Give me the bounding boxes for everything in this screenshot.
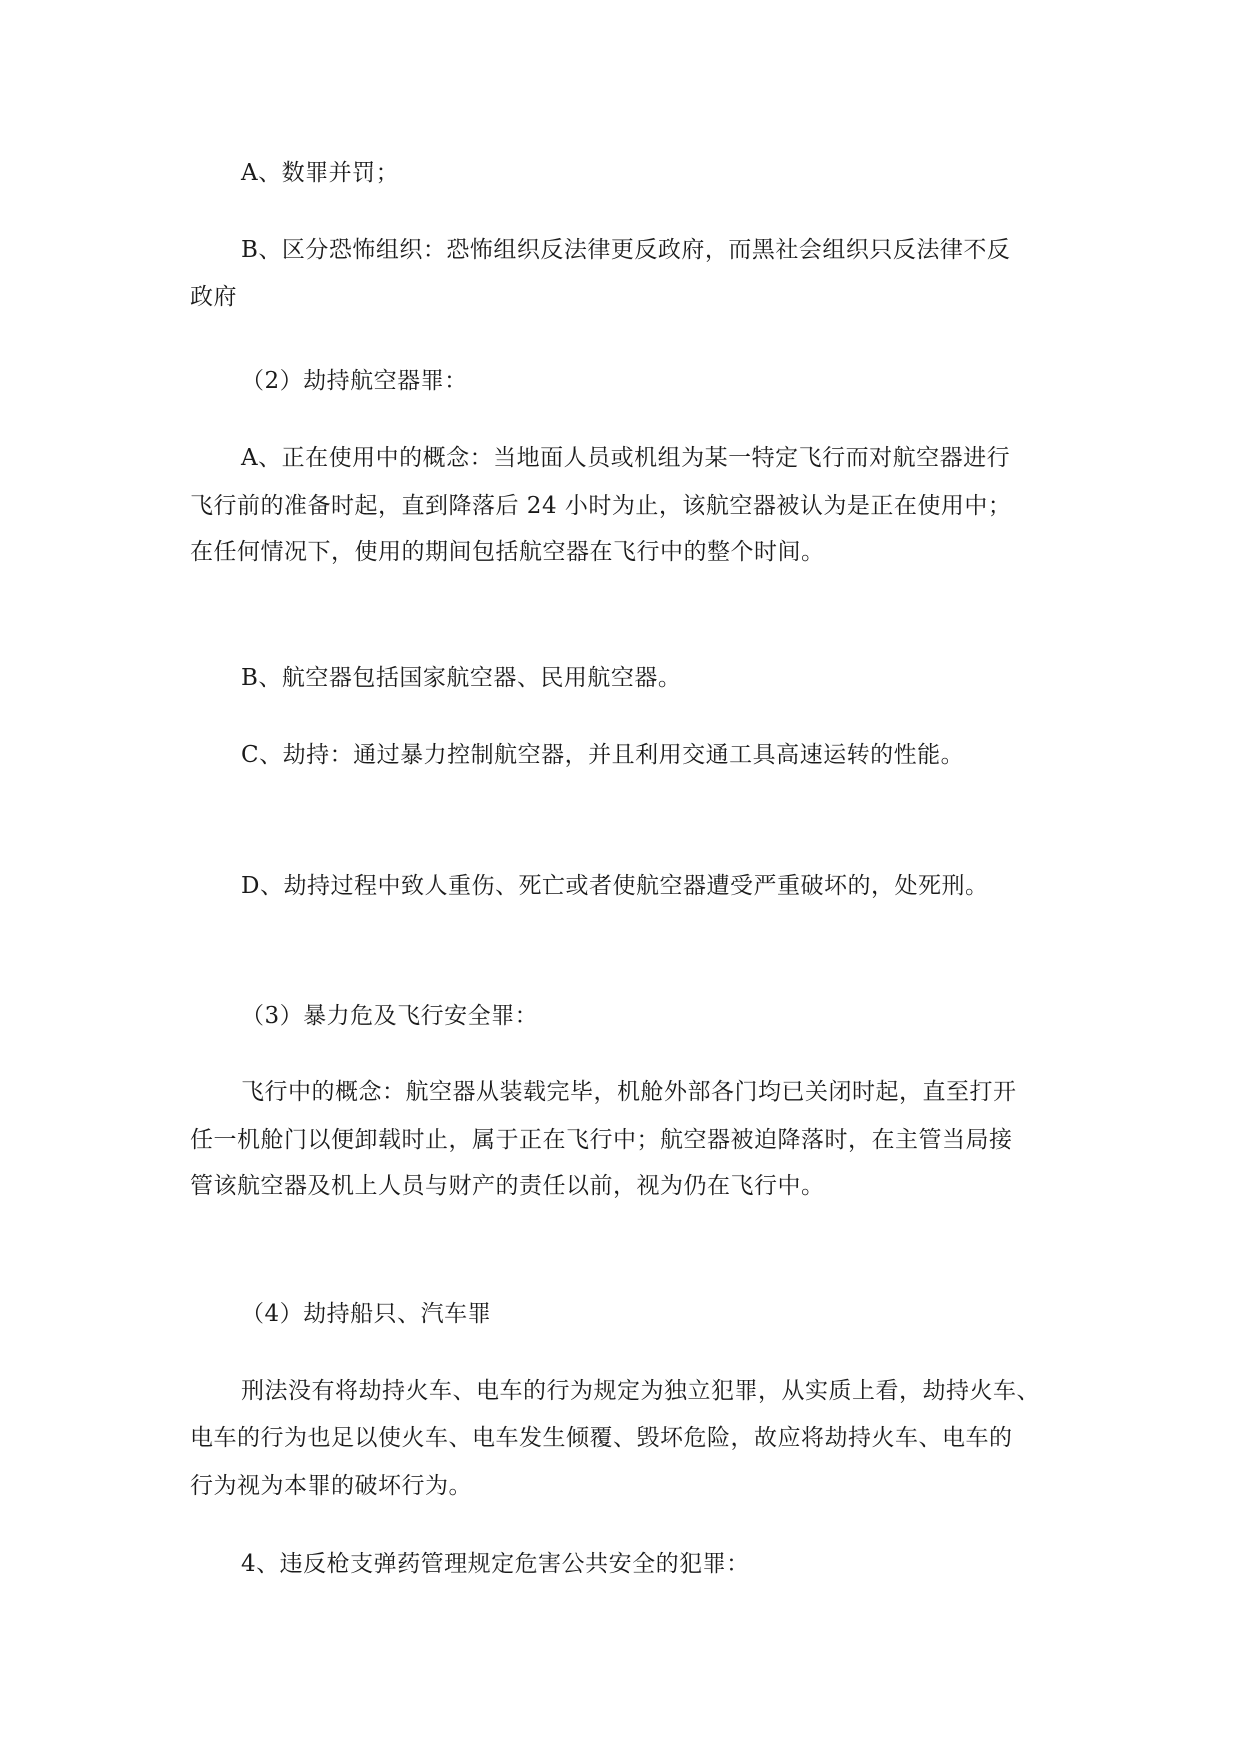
paragraph-2-line-2: 政府 <box>190 284 237 310</box>
paragraph-7-line-1: D、劫持过程中致人重伤、死亡或者使航空器遭受严重破坏的，处死刑。 <box>241 873 989 899</box>
paragraph-11-line-2: 电车的行为也足以使火车、电车发生倾覆、毁坏危险，故应将劫持火车、电车的 <box>190 1425 1013 1451</box>
paragraph-4-line-3: 在任何情况下，使用的期间包括航空器在飞行中的整个时间。 <box>190 539 825 565</box>
paragraph-12-line-1: 4、违反枪支弹药管理规定危害公共安全的犯罪： <box>241 1551 750 1577</box>
paragraph-5-line-1: B、航空器包括国家航空器、民用航空器。 <box>241 665 682 691</box>
paragraph-9-line-1: 飞行中的概念：航空器从装载完毕，机舱外部各门均已关闭时起，直至打开 <box>241 1079 1017 1105</box>
paragraph-6-line-1: C、劫持：通过暴力控制航空器，并且利用交通工具高速运转的性能。 <box>241 742 965 768</box>
paragraph-11-line-3: 行为视为本罪的破坏行为。 <box>190 1473 472 1499</box>
paragraph-9-line-3: 管该航空器及机上人员与财产的责任以前，视为仍在飞行中。 <box>190 1173 825 1199</box>
paragraph-2-line-1: B、区分恐怖组织：恐怖组织反法律更反政府，而黑社会组织只反法律不反 <box>241 237 1011 263</box>
paragraph-1-line-1: A、数罪并罚； <box>241 160 400 186</box>
paragraph-10-line-1: （4）劫持船只、汽车罪 <box>241 1301 492 1327</box>
paragraph-3-line-1: （2）劫持航空器罪： <box>241 368 468 394</box>
paragraph-9-line-2: 任一机舱门以便卸载时止，属于正在飞行中；航空器被迫降落时，在主管当局接 <box>190 1127 1013 1153</box>
paragraph-11-line-1: 刑法没有将劫持火车、电车的行为规定为独立犯罪，从实质上看，劫持火车、 <box>241 1378 1040 1404</box>
paragraph-4-line-1: A、正在使用中的概念：当地面人员或机组为某一特定飞行而对航空器进行 <box>241 445 1011 471</box>
paragraph-8-line-1: （3）暴力危及飞行安全罪： <box>241 1003 539 1029</box>
paragraph-4-line-2: 飞行前的准备时起，直到降落后 24 小时为止，该航空器被认为是正在使用中； <box>190 493 1012 519</box>
